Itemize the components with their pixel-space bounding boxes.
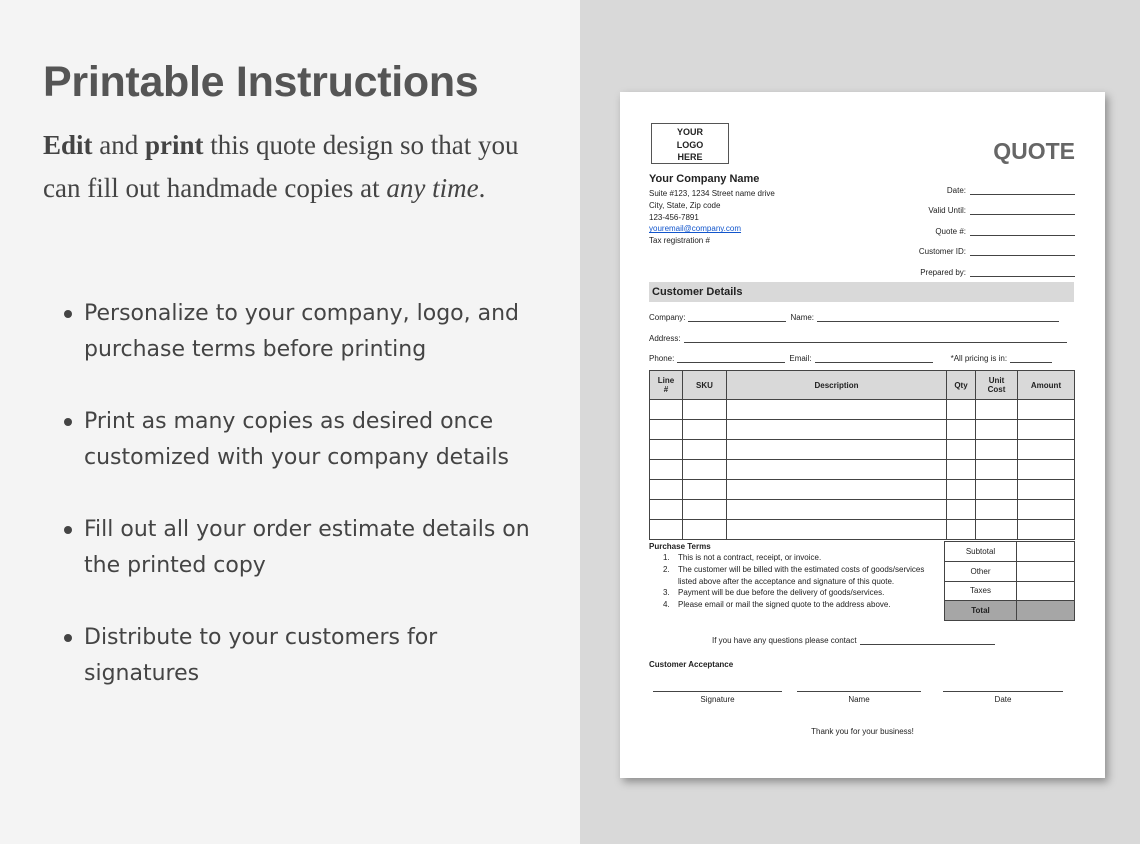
field-row-phone <box>649 352 1074 363</box>
totals-row-subtotal <box>945 542 1075 562</box>
contact-blank <box>860 638 995 645</box>
instruction-item: Personalize to your company, logo, and purchase terms before printing <box>62 296 542 368</box>
table-cell <box>947 440 976 460</box>
table-cell <box>976 440 1018 460</box>
col-amount: Amount <box>1018 371 1075 400</box>
col-unit-cost: Unit Cost <box>976 371 1018 400</box>
table-row <box>650 500 1075 520</box>
totals-value <box>1017 561 1075 581</box>
company-address: Suite #123, 1234 Street name drive <box>649 189 775 198</box>
field-blank <box>688 315 786 322</box>
table-cell <box>727 400 947 420</box>
intro-edit: Edit <box>43 130 93 160</box>
totals-label: Other <box>945 561 1017 581</box>
table-cell <box>947 420 976 440</box>
table-row <box>650 480 1075 500</box>
table-cell <box>683 460 727 480</box>
logo-line: LOGO <box>676 139 704 150</box>
table-cell <box>1018 480 1075 500</box>
line-items-table <box>649 370 1075 540</box>
table-cell <box>727 460 947 480</box>
table-cell <box>976 520 1018 540</box>
totals-label: Total <box>945 601 1017 621</box>
company-email-link[interactable]: youremail@company.com <box>649 224 742 234</box>
table-cell <box>683 420 727 440</box>
table-cell <box>947 520 976 540</box>
instruction-item: Print as many copies as desired once customized with your company details <box>62 404 542 476</box>
meta-blank <box>970 268 1075 277</box>
table-cell <box>1018 460 1075 480</box>
table-cell <box>976 400 1018 420</box>
table-cell <box>947 400 976 420</box>
company-info <box>649 188 775 247</box>
table-cell <box>683 480 727 500</box>
intro-rest: this quote design so that you can fill out handmade copies at <box>43 130 519 203</box>
company-city: City, State, Zip code <box>649 200 721 210</box>
table-cell <box>947 480 976 500</box>
headline: Printable Instructions <box>43 58 479 106</box>
totals-row-other <box>945 561 1075 581</box>
table-cell <box>650 460 683 480</box>
quote-meta <box>875 174 1075 277</box>
col-line: Line # <box>650 371 683 400</box>
term-item: 2. The customer will be billed with the estimated costs of goods/services listed above after the acceptance and signature of this quote. <box>663 564 925 586</box>
field-row-address <box>649 332 1074 343</box>
table-cell <box>976 480 1018 500</box>
table-cell <box>976 420 1018 440</box>
intro-paragraph <box>43 124 523 210</box>
contact-line <box>712 636 995 645</box>
instruction-list <box>62 296 542 728</box>
intro-any-time: any time <box>386 173 479 203</box>
field-label-phone: Phone: <box>649 354 675 363</box>
date-line: Date <box>943 691 1063 709</box>
meta-blank <box>970 227 1075 236</box>
table-cell <box>947 460 976 480</box>
company-phone: 123-456-7891 <box>649 212 699 222</box>
customer-details-header: Customer Details <box>649 282 1074 302</box>
field-blank <box>684 336 1067 343</box>
term-item: 1. This is not a contract, receipt, or invoice. <box>663 553 822 562</box>
contact-text: If you have any questions please contact <box>712 636 857 645</box>
customer-acceptance-title: Customer Acceptance <box>649 660 734 669</box>
col-qty: Qty <box>947 371 976 400</box>
field-label-company: Company: <box>649 313 686 322</box>
quote-title: QUOTE <box>993 138 1075 164</box>
table-cell <box>683 500 727 520</box>
table-cell <box>650 440 683 460</box>
table-cell <box>683 440 727 460</box>
totals-value <box>1017 581 1075 601</box>
meta-row-customer-id <box>875 236 1075 257</box>
table-row <box>650 460 1075 480</box>
meta-label: Date: <box>946 185 966 195</box>
purchase-terms-list <box>660 552 942 611</box>
instruction-item: Distribute to your customers for signatures <box>62 620 542 692</box>
field-label-email: Email: <box>789 354 812 363</box>
instruction-item: Fill out all your order estimate details on the printed copy <box>62 512 542 584</box>
intro-and: and <box>92 130 146 160</box>
table-cell <box>650 400 683 420</box>
meta-blank <box>970 206 1075 215</box>
table-cell <box>947 500 976 520</box>
meta-label: Quote #: <box>935 226 966 236</box>
field-blank <box>815 356 933 363</box>
table-cell <box>1018 520 1075 540</box>
totals-label: Subtotal <box>945 542 1017 562</box>
field-label-address: Address: <box>649 334 681 343</box>
totals-value <box>1017 542 1075 562</box>
table-cell <box>976 500 1018 520</box>
term-item: 3. Payment will be due before the delivery of goods/services. <box>663 588 885 598</box>
logo-line: HERE <box>677 152 703 162</box>
table-cell <box>650 420 683 440</box>
field-blank <box>677 356 785 363</box>
totals-label: Taxes <box>945 581 1017 601</box>
meta-blank <box>970 247 1075 256</box>
table-cell <box>1018 420 1075 440</box>
table-row <box>650 520 1075 540</box>
table-row <box>650 440 1075 460</box>
meta-row-date <box>875 174 1075 195</box>
table-cell <box>650 480 683 500</box>
table-cell <box>727 520 947 540</box>
field-blank <box>1010 356 1052 363</box>
totals-table <box>944 541 1075 621</box>
meta-row-prepared-by <box>875 256 1075 277</box>
totals-row-total <box>945 601 1075 621</box>
table-row <box>650 400 1075 420</box>
table-cell <box>727 500 947 520</box>
company-name: Your Company Name <box>649 173 760 185</box>
meta-label: Valid Until: <box>928 206 966 216</box>
thank-you-note: Thank you for your business! <box>811 727 914 736</box>
meta-row-valid-until <box>875 195 1075 216</box>
table-row <box>650 420 1075 440</box>
table-cell <box>650 500 683 520</box>
logo-placeholder <box>651 123 729 164</box>
table-cell <box>976 460 1018 480</box>
table-cell <box>1018 400 1075 420</box>
quote-document <box>620 92 1105 778</box>
table-cell <box>727 480 947 500</box>
field-label-pricing: *All pricing is in: <box>950 354 1008 363</box>
logo-line: YOUR <box>676 127 703 137</box>
totals-row-taxes <box>945 581 1075 601</box>
company-tax: Tax registration # <box>649 236 710 246</box>
table-cell <box>683 520 727 540</box>
table-cell <box>1018 440 1075 460</box>
meta-row-quote-number <box>875 215 1075 236</box>
table-cell <box>727 440 947 460</box>
table-header-row <box>650 371 1075 400</box>
table-cell <box>1018 500 1075 520</box>
field-blank <box>817 315 1059 322</box>
intro-print: print <box>145 130 204 160</box>
meta-label: Prepared by: <box>920 267 966 277</box>
field-label-name: Name: <box>790 313 815 322</box>
purchase-terms-title: Purchase Terms <box>649 542 711 551</box>
field-row-company <box>649 311 1074 322</box>
table-cell <box>683 400 727 420</box>
term-item: 4. Please email or mail the signed quote to the address above. <box>663 600 891 610</box>
table-cell <box>650 520 683 540</box>
col-description: Description <box>727 371 947 400</box>
meta-blank <box>970 186 1075 195</box>
name-line: Name <box>797 691 921 709</box>
meta-label: Customer ID: <box>918 247 966 257</box>
table-cell <box>727 420 947 440</box>
intro-period: . <box>478 173 486 203</box>
totals-value <box>1017 601 1075 621</box>
signature-line: Signature <box>653 691 782 709</box>
col-sku: SKU <box>683 371 727 400</box>
